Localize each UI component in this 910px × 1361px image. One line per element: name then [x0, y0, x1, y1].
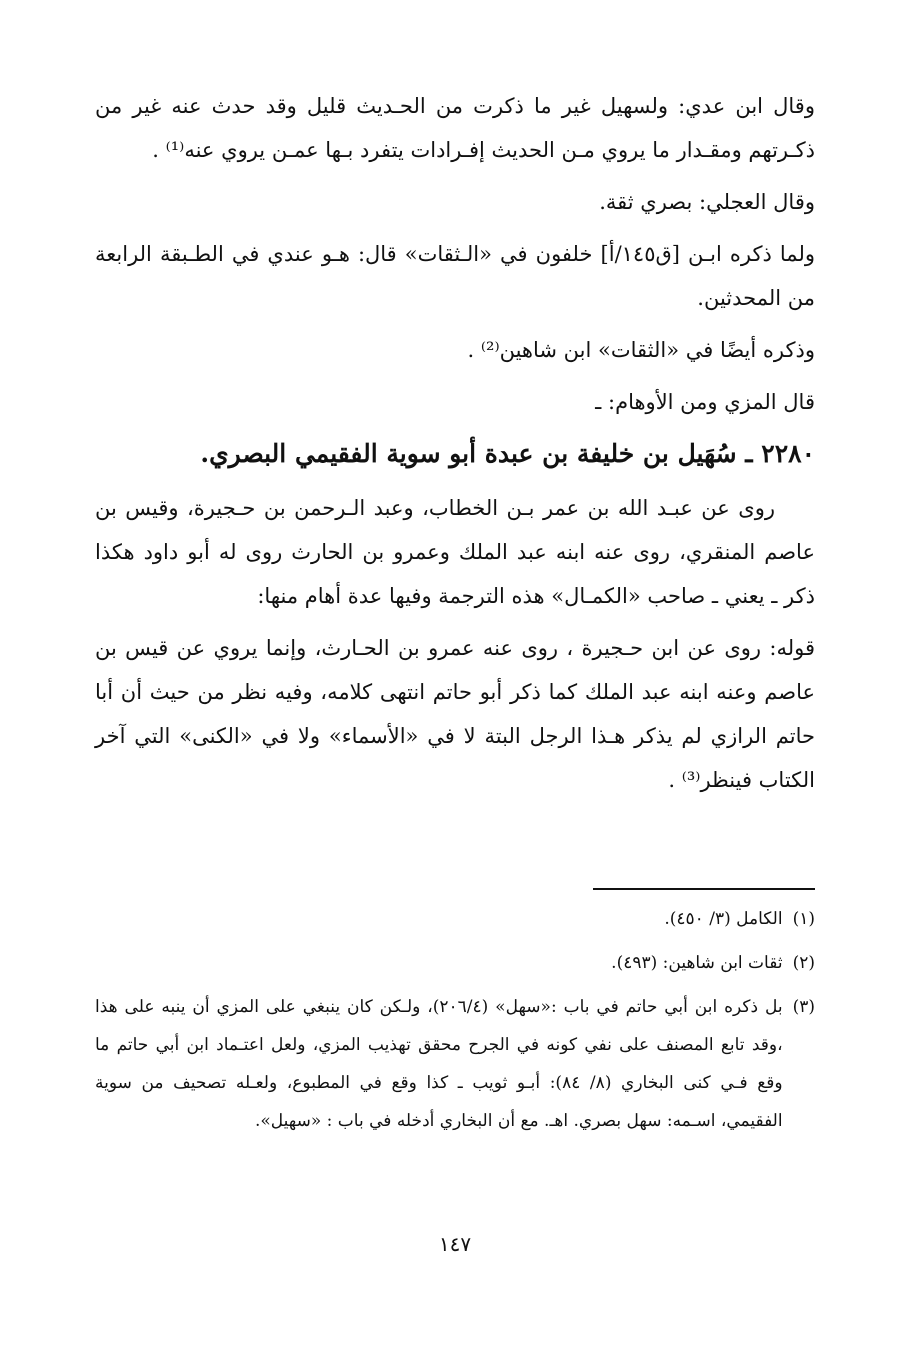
page-number: ١٤٧ [438, 1232, 472, 1256]
footnote-number: (٣) [792, 997, 815, 1017]
footnote [95, 988, 815, 1140]
footnote-number: (٢) [792, 953, 815, 973]
footnotes [95, 900, 815, 1146]
footnote-text: الكامل (٣/ ٤٥٠). [664, 909, 783, 929]
paragraph-narration: روى عن عبـد الله بن عمر بـن الخطاب، وعبد الـرحمن بن حـجيرة، وقيس بن عاصم المنقري، روى عنه ابنه عبد الملك وعمرو بن الحارث روى له أبو داود هكذا ذكر ـ يعني ـ صاحب «الكمـال» هذه الترجمة وفيها عدة أهام منها: [95, 496, 815, 608]
paragraph-khalfun: ولما ذكره ابـن [ق١٤٥/أ] خلفون في «الـثقات» قال: هـو عندي في الطـبقة الرابعة من المحدثين. [95, 242, 815, 310]
main-text-block [95, 84, 815, 810]
footnote-separator [593, 888, 815, 890]
paragraph-mizzi-awham: قال المزي ومن الأوهام: ـ [595, 390, 815, 414]
footnote [95, 900, 815, 938]
footnote-number: (١) [792, 909, 815, 929]
paragraph-ibn-shahin: وذكره أيضًا في «الثقات» ابن شاهين⁽²⁾ . [467, 338, 815, 362]
footnote [95, 944, 815, 982]
paragraph-ibn-adi: وقال ابن عدي: ولسهيل غير ما ذكرت من الحـديث قليل وقد حدث عنه غير من ذكـرتهم ومقـدار ما يروي مـن الحديث إفـرادات يتفرد بـها عمـن يروي عنه⁽¹⁾ . [95, 94, 815, 162]
paragraph-qawluhu: قوله: روى عن ابن حـجيرة ، روى عنه عمرو بن الحـارث، وإنما يروي عن قيس بن عاصم وعنه ابنه عبد الملك كما ذكر أبو حاتم انتهى كلامه، وفيه نظر من حيث أن أبا حاتم الرازي لم يذكر هـذا الرجل البتة لا في «الأسماء» ولا في «الكنى» التي آخر الكتاب فينظر⁽³⁾ . [95, 636, 815, 792]
footnote-text: ثقات ابن شاهين: (٤٩٣). [611, 953, 783, 973]
paragraph-ijli: وقال العجلي: بصري ثقة. [599, 190, 815, 214]
entry-heading: ٢٢٨٠ ـ سُهَيل بن خليفة بن عبدة أبو سوية الفقيمي البصري. [200, 439, 815, 468]
footnote-text: بل ذكره ابن أبي حاتم في باب :«سهل» (٢٠٦/٤)، ولـكن كان ينبغي على المزي أن ينبه على هذا ،وقد تابع المصنف على نفي كونه في الجرح محقق تهذيب المزي، ولعل اعتـماد ابن أبي حاتم ما وقع فـي كنى البخاري (٨/ ٨٤): أبـو ثويب ـ كذا وقع في المطبوع، ولعـله تصحيف من سوية الفقيمي، اسـمه: سهل بصري. اهـ. مع أن البخاري أدخله في باب : «سهيل». [95, 997, 783, 1131]
